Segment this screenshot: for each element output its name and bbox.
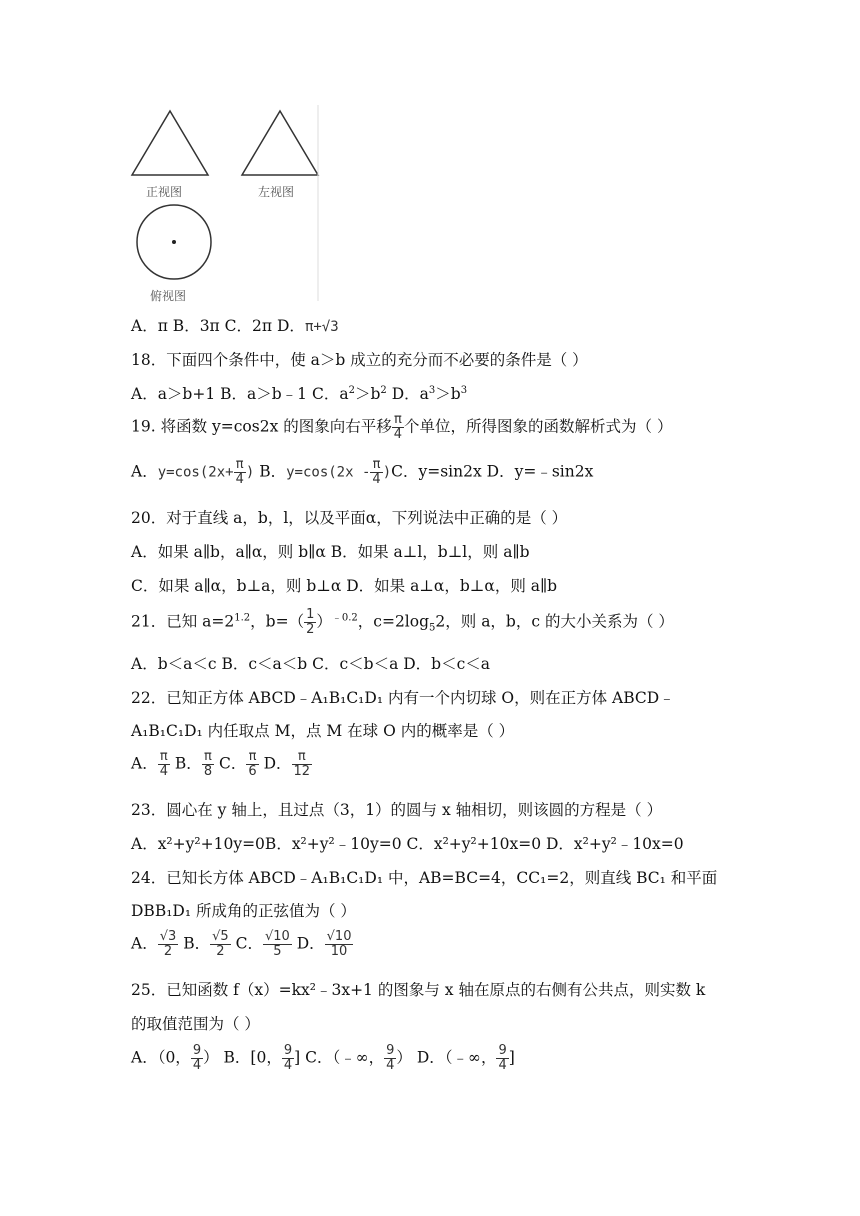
- q22-opt-a-label: A．: [131, 754, 158, 773]
- q17-options-text: A．π B．3π C．2π D．: [131, 317, 305, 335]
- top-view-label: 俯视图: [150, 289, 187, 303]
- q25-opt-d-label: D．（﹣∞，: [411, 1048, 497, 1067]
- q21-options: A．b＜a＜c B．c＜a＜b C．c＜b＜a D．b＜c＜a: [131, 655, 491, 673]
- q18-opt-d: D．a: [386, 385, 429, 403]
- q25-opt-a-num: 9: [192, 1043, 202, 1058]
- q25-opt-d-num: 9: [498, 1043, 507, 1058]
- q25-opt-b-den: 4: [283, 1058, 293, 1073]
- q21-sup-1: 1.2: [234, 612, 251, 624]
- q22-opt-b-num: π: [202, 750, 214, 765]
- q24-opt-c-num: √10: [264, 929, 290, 944]
- q19-opt-b-frac-num: π: [370, 458, 382, 473]
- q25-line1: 25．已知函数 f（x）=kx²﹣3x+1 的图象与 x 轴在原点的右侧有公共点，则实数 k: [131, 981, 706, 999]
- left-view-label: 左视图: [258, 185, 295, 199]
- q19-stem-b: 个单位，所得图象的函数解析式为（ ）: [404, 417, 673, 436]
- q21-frac-den: 2: [306, 622, 315, 637]
- q19-opt-a-frac-den: 4: [235, 472, 244, 487]
- q21-frac-num: 1: [306, 607, 315, 622]
- q22-opt-a-frac: [158, 750, 170, 779]
- q19-options: [131, 458, 593, 487]
- q24-opt-d-num: √10: [326, 929, 352, 944]
- q24-line1: 24．已知长方体 ABCD﹣A₁B₁C₁D₁ 中，AB=BC=4，CC₁=2，则直线 BC₁ 和平面: [131, 869, 718, 887]
- q24-opt-d-frac: [325, 930, 354, 959]
- q25-line2: 的取值范围为（ ）: [131, 1015, 260, 1033]
- q21-fraction: [304, 608, 316, 637]
- q24-opt-c-frac: [263, 930, 292, 959]
- q24-opt-b-frac: [210, 930, 231, 959]
- q25-opt-d-close: ]: [508, 1048, 515, 1067]
- q22-options: [131, 750, 312, 779]
- q19-opt-b-frac: [370, 458, 382, 487]
- q25-opt-d-den: 4: [498, 1058, 507, 1073]
- q21-stem-c: ）: [316, 612, 332, 631]
- q18-sup-3: 3: [428, 384, 436, 396]
- q21-sup-2: ﹣0.2: [331, 612, 358, 624]
- q25-opt-a-den: 4: [192, 1058, 202, 1073]
- q25-opt-a-close: ）: [203, 1048, 219, 1067]
- q18-opt-c2: ＞b: [354, 385, 381, 403]
- q18-opt-ac: A．a＞b+1 B．a＞b﹣1 C．a: [131, 385, 349, 403]
- q18-sup-1: 2: [348, 384, 355, 396]
- q19-opt-a: y=cos(2x+: [157, 464, 234, 481]
- q21-stem-d: ，c=2log: [357, 612, 430, 631]
- q21-stem-b: ，b=（: [250, 612, 305, 631]
- q25-opt-b-close: ]: [294, 1048, 306, 1067]
- q20-options-row1: A．如果 a∥b，a∥α，则 b∥α B．如果 a⊥l，b⊥l，则 a∥b: [131, 543, 530, 561]
- q19-opt-cd: C．y=sin2x D．y=﹣sin2x: [391, 462, 594, 481]
- q21-stem-a: 21．已知 a=2: [131, 612, 235, 631]
- q22-opt-d-num: π: [292, 750, 313, 765]
- q24-opt-d-label: D．: [291, 934, 325, 953]
- q22-opt-c-label: C．: [214, 754, 247, 773]
- q19-opt-b-close: ): [382, 464, 392, 481]
- q18-opt-d2: ＞b: [435, 385, 461, 403]
- q17-option-d-math: π+√3: [304, 319, 339, 335]
- q25-options: [131, 1044, 515, 1073]
- q18-stem: 18．下面四个条件中，使 a＞b 成立的充分而不必要的条件是（ ）: [131, 351, 588, 369]
- q25-opt-d-frac: [496, 1044, 508, 1073]
- q21-stem-e: 2，则 a，b，c 的大小关系为（ ）: [435, 612, 674, 631]
- q25-opt-b-frac: [282, 1044, 294, 1073]
- q23-options: A．x²+y²+10y=0B．x²+y²﹣10y=0 C．x²+y²+10x=0 D．x²+y²﹣10x=0: [131, 835, 684, 853]
- q24-opt-b-den: 2: [216, 944, 225, 959]
- q22-opt-b-frac: [202, 750, 214, 779]
- q24-line2: DBB₁D₁ 所成角的正弦值为（ ）: [131, 902, 356, 920]
- q24-opt-a-label: A．: [131, 934, 158, 953]
- front-view-label: 正视图: [146, 185, 183, 199]
- top-view-center-dot: [172, 240, 176, 244]
- q19-stem: [131, 413, 672, 442]
- q25-opt-c-frac: [384, 1044, 396, 1073]
- q24-opt-a-num: √3: [159, 929, 177, 944]
- q24-opt-d-den: 10: [330, 944, 348, 959]
- q25-opt-b-num: 9: [283, 1043, 293, 1058]
- q20-stem: 20．对于直线 a，b，l，以及平面α，下列说法中正确的是（ ）: [131, 509, 568, 527]
- q19-opt-a-close: ): [245, 464, 255, 481]
- q25-opt-a-label: A．（0，: [131, 1048, 191, 1067]
- q24-opt-c-den: 5: [273, 944, 282, 959]
- q19-opt-b-label: B．: [254, 462, 287, 481]
- q22-opt-a-den: 4: [159, 764, 168, 779]
- q22-opt-d-den: 12: [293, 764, 311, 779]
- q25-opt-a-frac: [191, 1044, 203, 1073]
- q18-sup-2: 2: [380, 384, 387, 396]
- q22-opt-d-frac: [292, 750, 313, 779]
- q20-options-row2: C．如果 a∥α，b⊥a，则 b⊥α D．如果 a⊥α，b⊥α，则 a∥b: [131, 577, 558, 595]
- q24-opt-b-label: B．: [178, 934, 211, 953]
- q22-opt-c-num: π: [246, 750, 258, 765]
- q23-stem: 23．圆心在 y 轴上，且过点（3，1）的圆与 x 轴相切，则该圆的方程是（ ）: [131, 801, 663, 819]
- q22-opt-b-label: B．: [169, 754, 202, 773]
- q25-opt-b-label: B．[0，: [218, 1048, 282, 1067]
- q19-opt-b: y=cos(2x -: [286, 464, 371, 481]
- q19-frac-num: π: [392, 413, 404, 428]
- q17-options: [131, 314, 339, 336]
- q25-opt-c-close: ）: [396, 1048, 412, 1067]
- three-views-drawing: [128, 105, 328, 305]
- q22-line2: A₁B₁C₁D₁ 内任取点 M，点 M 在球 O 内的概率是（ ）: [131, 722, 515, 740]
- q25-opt-c-den: 4: [386, 1058, 395, 1073]
- q21-stem: [131, 608, 674, 637]
- q24-opt-b-num: √5: [212, 929, 229, 944]
- q22-opt-b-den: 8: [203, 764, 213, 779]
- q18-options: [131, 382, 467, 404]
- q22-opt-c-den: 6: [248, 764, 257, 779]
- q19-fraction: [392, 413, 404, 442]
- q22-opt-c-frac: [246, 750, 258, 779]
- q19-opt-a-frac: [234, 458, 246, 487]
- q24-options: [131, 930, 353, 959]
- three-views-figure: [128, 105, 328, 305]
- q24-opt-c-label: C．: [230, 934, 263, 953]
- q19-frac-den: 4: [393, 427, 403, 442]
- q24-opt-a-den: 2: [163, 944, 173, 959]
- q19-opt-b-frac-den: 4: [372, 472, 381, 487]
- q19-opt-a-frac-num: π: [234, 458, 246, 473]
- q21-sub: 5: [429, 622, 436, 634]
- q18-sup-4: 3: [460, 384, 468, 396]
- q19-opt-a-label: A．: [131, 462, 158, 481]
- q19-stem-a: 19. 将函数 y=cos2x 的图象向右平移: [131, 417, 392, 436]
- left-view-triangle: [242, 111, 318, 175]
- q22-line1: 22．已知正方体 ABCD﹣A₁B₁C₁D₁ 内有一个内切球 O，则在正方体 ABCD﹣: [131, 689, 675, 707]
- q22-opt-a-num: π: [158, 750, 170, 765]
- q25-opt-c-num: 9: [386, 1043, 395, 1058]
- q22-opt-d-label: D．: [258, 754, 292, 773]
- front-view-triangle: [132, 111, 208, 175]
- q24-opt-a-frac: [158, 930, 179, 959]
- q25-opt-c-label: C．（﹣∞，: [305, 1048, 385, 1067]
